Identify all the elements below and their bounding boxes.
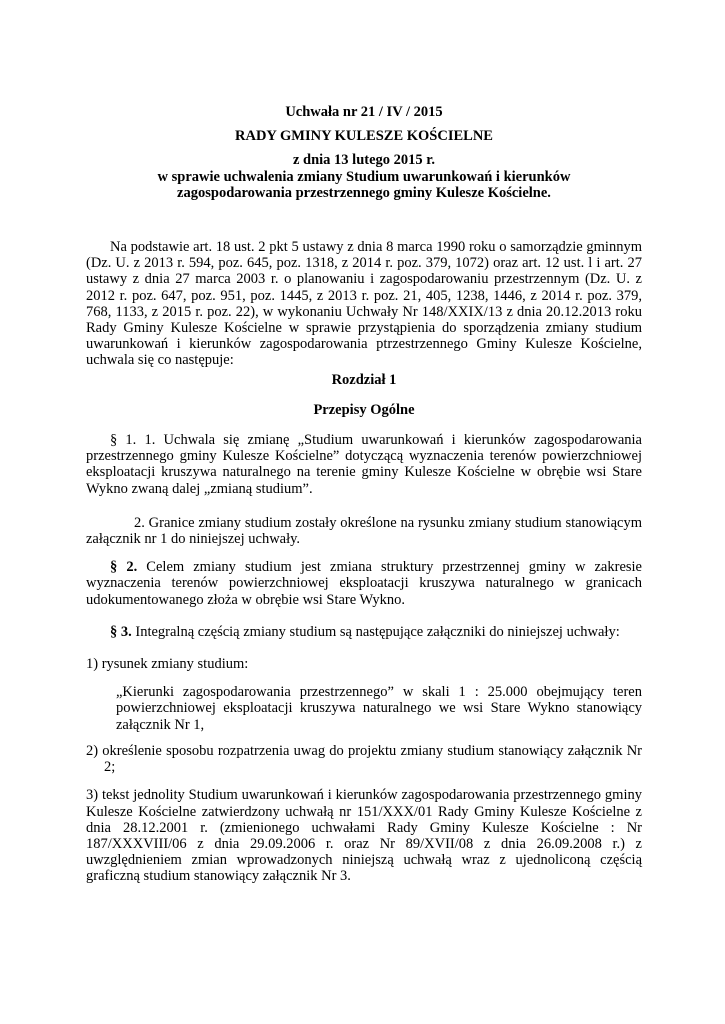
list-item-3: 3) tekst jednolity Studium uwarunkowań i kierunków zagospodarowania przestrzennego gminy Kulesze Kościelne zatwierdzony uchwałą nr 151/XXX/01 Rady Gminy Kulesze Kościelne z dnia 28.12.2001 r. (zmienionego uchwałami Rady Gminy Kulesze Kościelne : Nr 187/XXXVIII/06 z dnia 29.09.2006 r. oraz Nr 89/XVII/08 z dnia 26.09.2008 r.) z uwzględnieniem zmian wprowadzonych niniejszą uchwałą wraz z ujednoliconą częścią graficzną studium stanowiący załącznik Nr 3. bbox=[86, 787, 642, 885]
section-3-text: Integralną częścią zmiany studium są następujące załączniki do niniejszej uchwały: bbox=[131, 623, 620, 640]
document-page bbox=[86, 104, 642, 885]
intro-paragraph: Na podstawie art. 18 ust. 2 pkt 5 ustawy z dnia 8 marca 1990 roku o samorządzie gminnym (Dz. U. z 2013 r. 594, poz. 645, poz. 1318, z 2014 r. poz. 379, 1072) oraz art. 12 ust. l i art. 27 ustawy z dnia 27 marca 2003 r. o planowaniu i zagospodarowaniu przestrzennym (Dz. U. z 2012 r. poz. 647, poz. 951, poz. 1445, z 2013 r. poz. 21, 405, 1238, 1446, z 2014 r. poz. 379, 768, 1133, z 2015 r. poz. 22), w wykonaniu Uchwały Nr 148/XXIX/13 z dnia 20.12.2013 roku Rady Gminy Kulesze Kościelne w sprawie przystąpienia do sporządzenia zmiany studium uwarunkowań i kierunków zagospodarowania ptrzestrzennego Gminy Kulesze Kościelne, uchwala się co następuje: bbox=[86, 239, 642, 369]
resolution-title: Uchwała nr 21 / IV / 2015 bbox=[285, 104, 443, 120]
chapter-name: Przepisy Ogólne bbox=[313, 401, 415, 418]
section-3-label: § 3. bbox=[110, 623, 132, 640]
resolution-date: z dnia 13 lutego 2015 r. bbox=[292, 152, 436, 169]
list-item-1-quote: „Kierunki zagospodarowania przestrzennego” w skali 1 : 25.000 obejmujący teren powierzchniowej eksploatacji kruszywa naturalnego we wsi Stare Wykno stanowiący załącznik Nr 1, bbox=[116, 684, 642, 733]
section-2-text: Celem zmiany studium jest zmiana struktury przestrzennej gminy w zakresie wyznaczenia terenów powierzchniowej eksploatacji kruszywa naturalnego w granicach udokumentowanego złoża w obrębie wsi Stare Wykno. bbox=[86, 559, 642, 608]
chapter-title: Rozdział 1 bbox=[331, 371, 397, 388]
list-item-1: 1) rysunek zmiany studium: bbox=[86, 656, 249, 673]
council-name: RADY GMINY KULESZE KOŚCIELNE bbox=[235, 128, 493, 145]
section-1-paragraph-1: § 1. 1. Uchwala się zmianę „Studium uwarunkowań i kierunków zagospodarowania przestrzennego gminy Kulesze Kościelne” dotyczącą wyznaczenia terenów powierzchniowej eksploatacji kruszywa naturalnego na terenie gminy Kulesze Kościelne w obrębie wsi Stare Wykno zwaną dalej „zmianą studium”. bbox=[86, 432, 642, 497]
section-2-label: § 2. bbox=[110, 559, 138, 576]
section-3 bbox=[86, 624, 642, 640]
section-1-paragraph-2: 2. Granice zmiany studium zostały określone na rysunku zmiany studium stanowiącym załącznik nr 1 do niniejszej uchwały. bbox=[86, 514, 642, 548]
resolution-subject: w sprawie uchwalenia zmiany Studium uwarunkowań i kierunków zagospodarowania przestrzennego gminy Kulesze Kościelne. bbox=[157, 168, 571, 201]
section-2 bbox=[86, 559, 642, 608]
list-item-2: 2) określenie sposobu rozpatrzenia uwag do projektu zmiany studium stanowiący załącznik Nr 2; bbox=[86, 742, 642, 776]
